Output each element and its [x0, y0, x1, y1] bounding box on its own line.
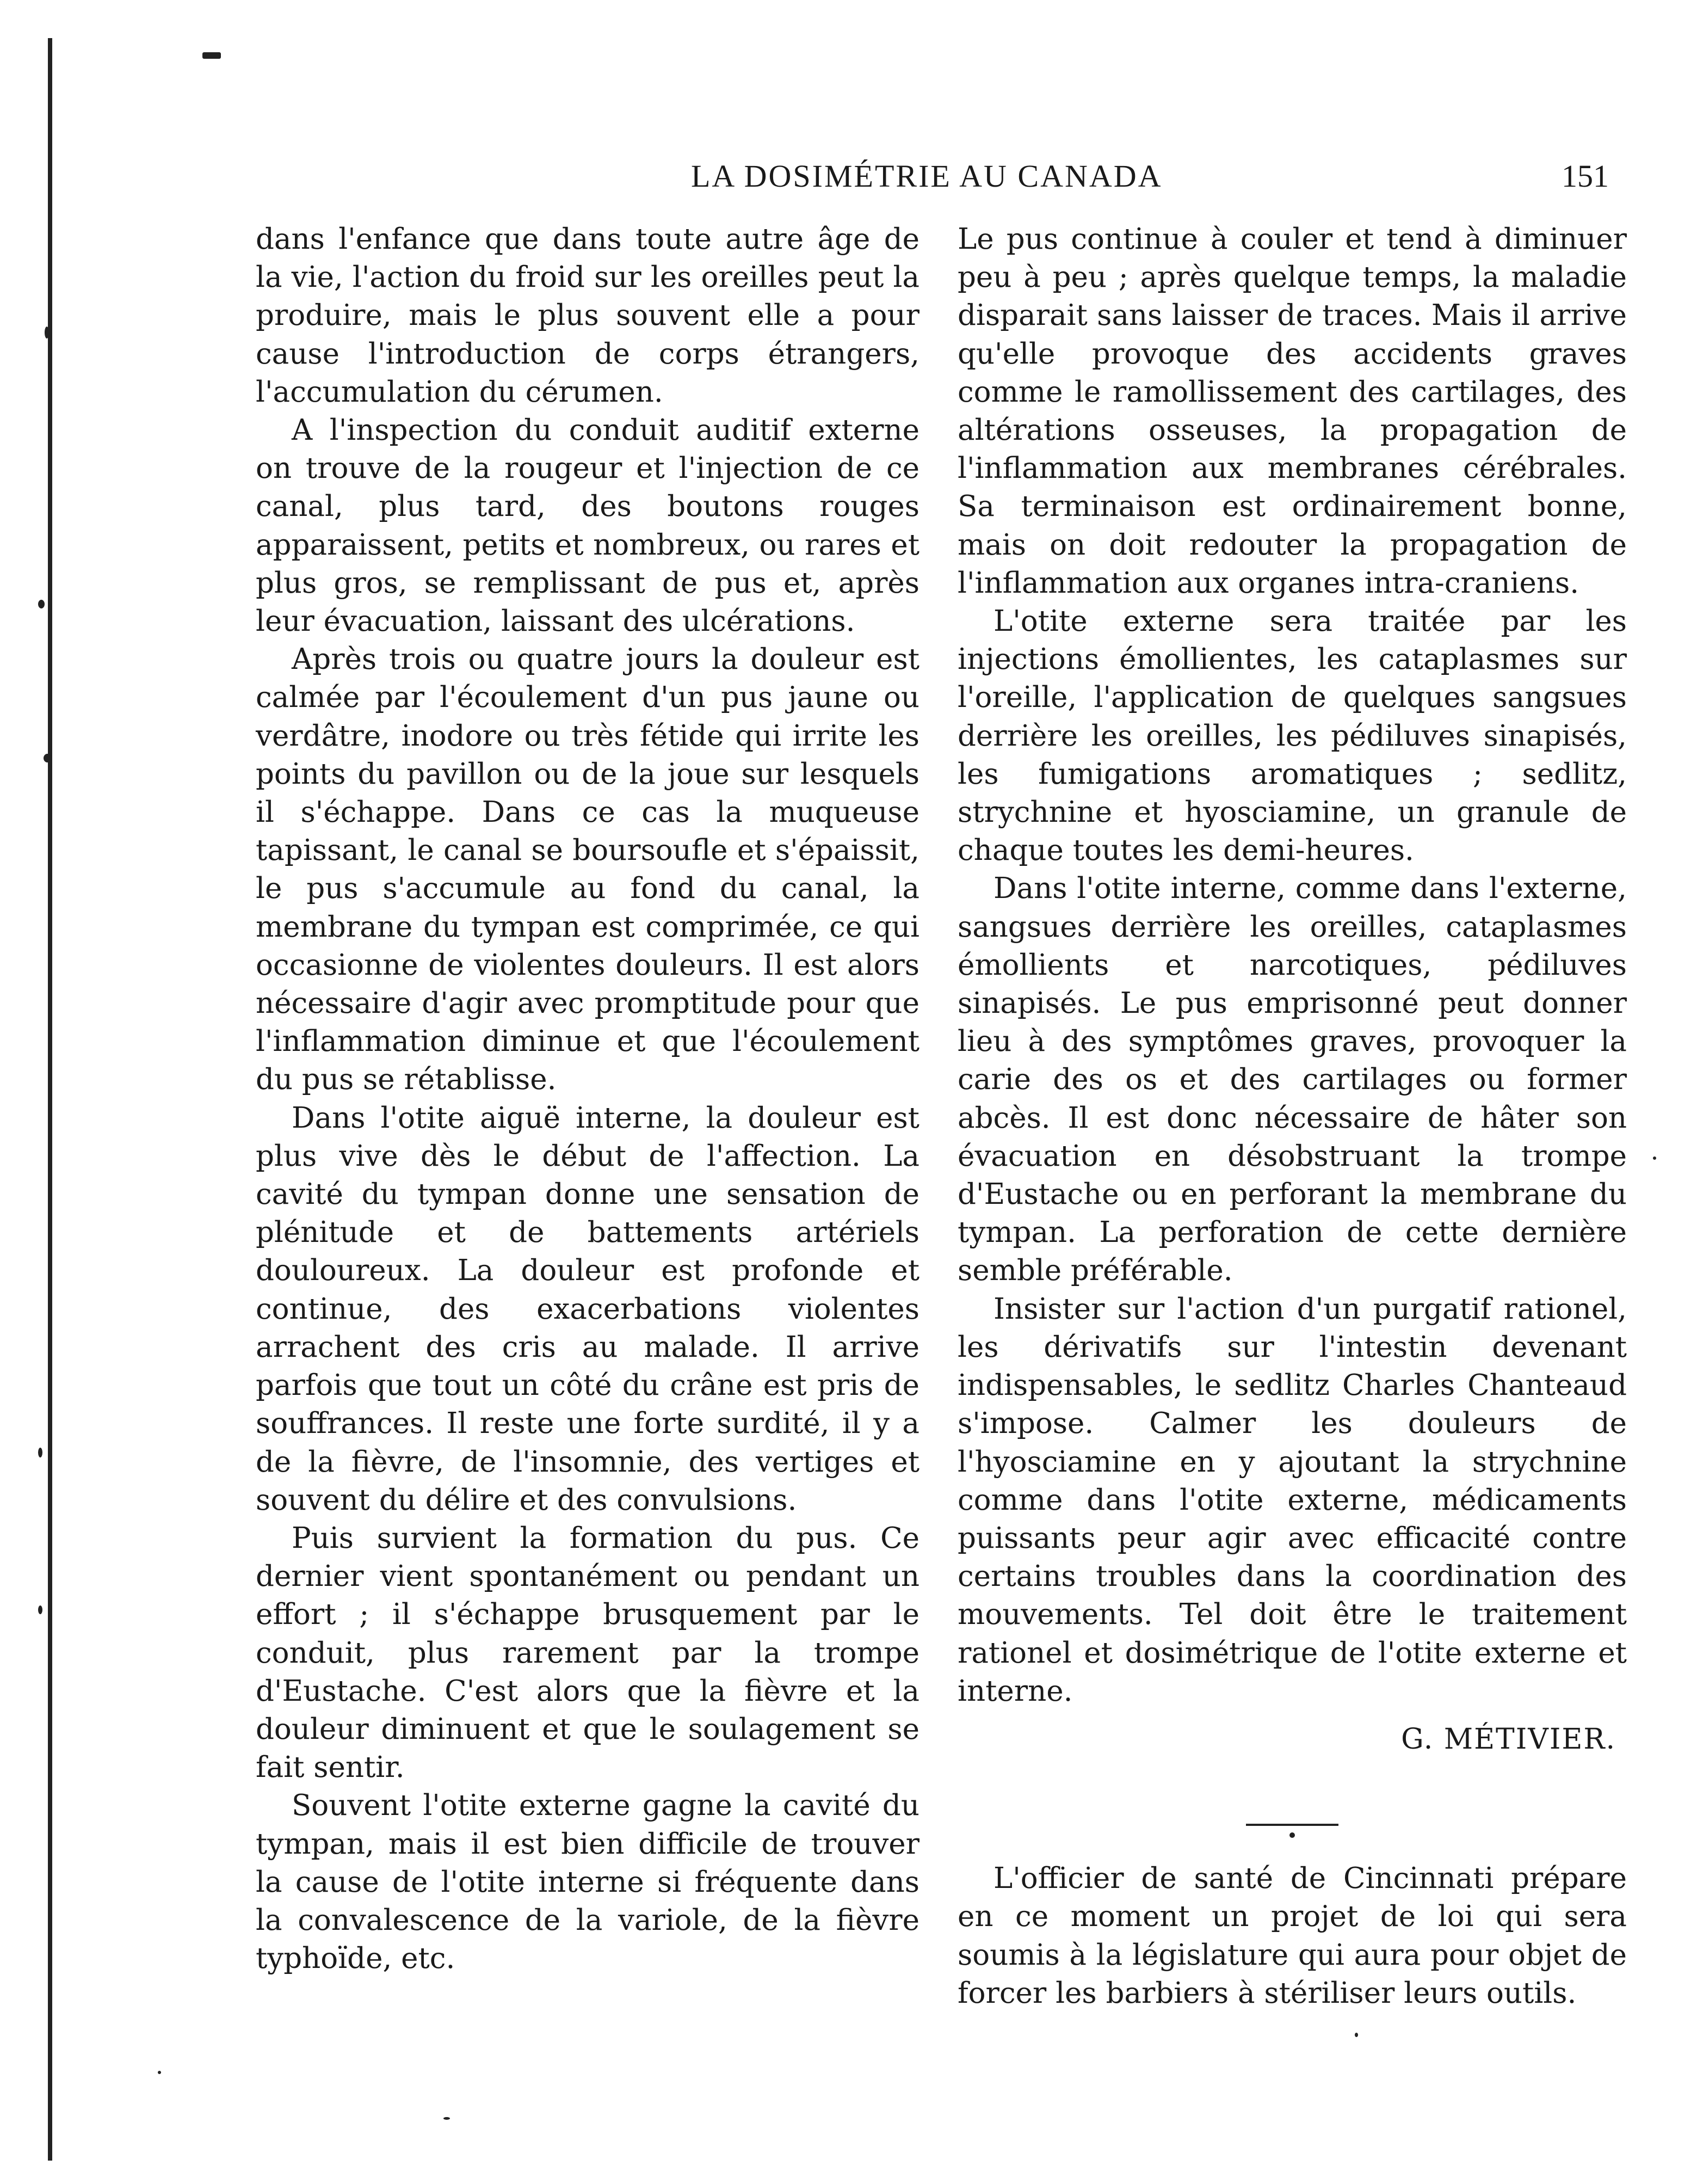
section-divider — [1246, 1824, 1338, 1826]
paragraph: Le pus continue à couler et tend à diminuer peu à peu ; après quelque temps, la maladie disparait sans laisser de traces. Mais il arrive qu'elle provoque des accidents graves comme le ramollissement des cartilages, des altérations osseuses, la propagation de l'inflammation aux membranes cérébrales. Sa terminaison est ordinairement bonne, mais on doit redouter la propagation de l'inflammation aux organes intra-craniens. — [958, 223, 1627, 600]
paragraph: dans l'enfance que dans toute autre âge de la vie, l'action du froid sur les oreilles peut la produire, mais le plus souvent elle a pour cause l'introduction de corps étrangers, l'accumulation du cérumen. — [256, 223, 920, 409]
paragraph: Après trois ou quatre jours la douleur est calmée par l'écoulement d'un pus jaune ou verdâtre, inodore ou très fétide qui irrite les points du pavillon ou de la joue sur lesquels il s'échappe. Dans ce cas la muqueuse tapissant, le canal se boursoufle et s'épaissit, le pus s'accumule au fond du canal, la membrane du tympan est comprimée, ce qui occasionne de violentes douleurs. Il est alors nécessaire d'agir avec promptitude pour que l'inflammation diminue et que l'écoulement du pus se rétablisse. — [256, 643, 920, 1097]
paragraph: Souvent l'otite externe gagne la cavité du tympan, mais il est bien difficile de trouver la cause de l'otite interne si fréquente dans la convalescence de la variole, de la fièvre typhoïde, etc. — [256, 1789, 920, 1976]
divider-dot — [1289, 1832, 1295, 1838]
scan-margin-line — [48, 38, 52, 2161]
scan-speck — [38, 1605, 42, 1614]
scan-speck — [44, 754, 51, 762]
scan-speck — [202, 52, 221, 59]
scan-speck — [1653, 1156, 1656, 1160]
scan-speck — [443, 2117, 450, 2120]
running-title: LA DOSIMÉTRIE AU CANADA — [691, 158, 1163, 194]
right-column — [958, 220, 1627, 2013]
scan-speck — [1355, 2033, 1358, 2037]
news-note: L'officier de santé de Cincinnati prépare en ce moment un projet de loi qui sera soumis à la législature qui aura pour objet de forcer les barbiers à stériliser leurs outils. — [958, 1862, 1627, 2010]
paragraph: L'otite externe sera traitée par les injections émollientes, les cataplasmes sur l'oreille, l'application de quelques sangsues derrière les oreilles, les pédiluves sinapisés, les fumigations aromatiques ; sedlitz, strychnine et hyosciamine, un granule de chaque toutes les demi-heures. — [958, 605, 1627, 868]
paragraph: A l'inspection du conduit auditif externe on trouve de la rougeur et l'injection de ce canal, plus tard, des boutons rouges apparaissent, petits et nombreux, ou rares et plus gros, se remplissant de pus et, après leur évacuation, laissant des ulcérations. — [256, 414, 920, 638]
paragraph: Dans l'otite aiguë interne, la douleur est plus vive dès le début de l'affection. La cavité du tympan donne une sensation de plénitude et de battements artériels douloureux. La douleur est profonde et continue, des exacerbations violentes arrachent des cris au malade. Il arrive parfois que tout un côté du crâne est pris de souffrances. Il reste une forte surdité, il y a de la fièvre, de l'insomnie, des vertiges et souvent du délire et des convulsions. — [256, 1101, 920, 1517]
scan-speck — [38, 600, 45, 608]
left-column — [256, 220, 920, 1978]
paragraph: Puis survient la formation du pus. Ce dernier vient spontanément ou pendant un effort ; il s'échappe brusquement par le conduit, plus rarement par la trompe d'Eustache. C'est alors que la fièvre et la douleur diminuent et que le soulagement se fait sentir. — [256, 1521, 920, 1785]
paragraph: Insister sur l'action d'un purgatif rationel, les dérivatifs sur l'intestin devenant indispensables, le sedlitz Charles Chanteaud s'impose. Calmer les douleurs de l'hyosciamine en y ajoutant la strychnine comme dans l'otite externe, médicaments puissants peur agir avec efficacité contre certains troubles dans la coordination des mouvements. Tel doit être le traitement rationel et dosimétrique de l'otite externe et interne. — [958, 1292, 1627, 1708]
page-number: 151 — [1562, 158, 1609, 194]
scan-speck — [45, 327, 49, 339]
scan-speck — [158, 2071, 161, 2074]
paragraph: Dans l'otite interne, comme dans l'externe, sangsues derrière les oreilles, cataplasmes émollients et narcotiques, pédiluves sinapisés. Le pus emprisonné peut donner lieu à des symptômes graves, provoquer la carie des os et des cartilages ou former abcès. Il est donc nécessaire de hâter son évacuation en désobstruant la trompe d'Eustache ou en perforant la membrane du tympan. La perforation de cette dernière semble préférable. — [958, 872, 1627, 1288]
author-signature: G. MÉTIVIER. — [1401, 1722, 1616, 1756]
scan-speck — [38, 1448, 42, 1457]
